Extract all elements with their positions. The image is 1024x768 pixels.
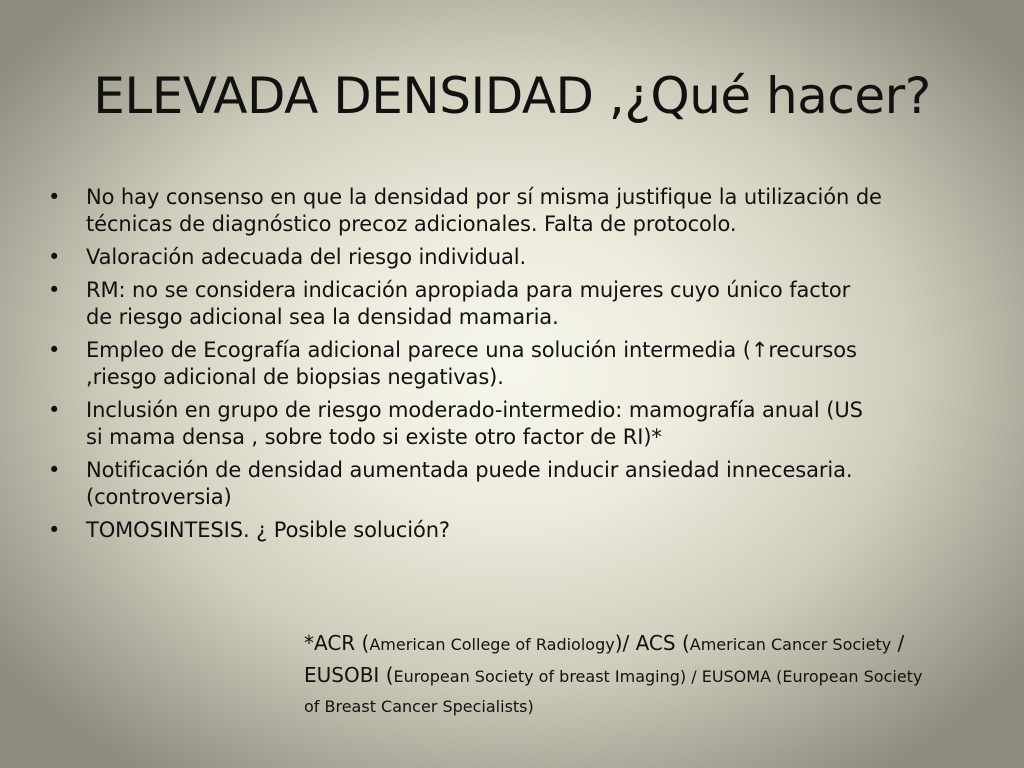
bullet-marker: • (48, 458, 61, 482)
slide-title: ELEVADA DENSIDAD ,¿Qué hacer? (93, 67, 931, 125)
bullet-text-line: Empleo de Ecografía adicional parece una solución intermedia (↑recursos (86, 338, 857, 362)
footnote-acs-abbr: )/ ACS ( (614, 631, 690, 655)
list-item (48, 517, 978, 544)
bullet-text-line: Valoración adecuada del riesgo individual. (86, 245, 527, 269)
bullet-list (48, 184, 978, 550)
footnote-separator: / (891, 631, 905, 655)
footnote-acr-abbr: *ACR ( (304, 631, 370, 655)
bullet-text-line: de riesgo adicional sea la densidad mamaria. (86, 305, 559, 329)
bullet-marker: • (48, 338, 61, 362)
bullet-text-line: No hay consenso en que la densidad por sí misma justifique la utilización de (86, 185, 882, 209)
list-item (48, 397, 978, 451)
bullet-text-line: TOMOSINTESIS. ¿ Posible solución? (86, 518, 450, 542)
footnote-eusobi-full: European Society of breast Imaging) / EUSOMA (European Society (393, 667, 923, 686)
bullet-marker: • (48, 245, 61, 269)
bullet-text-line: si mama densa , sobre todo si existe otro factor de RI)* (86, 425, 662, 449)
footnote-line3: of Breast Cancer Specialists) (304, 697, 534, 716)
bullet-marker: • (48, 518, 61, 542)
list-item (48, 277, 978, 331)
list-item (48, 184, 978, 238)
bullet-text-line: (controversia) (86, 485, 232, 509)
bullet-text-line: técnicas de diagnóstico precoz adicionales. Falta de protocolo. (86, 212, 737, 236)
list-item (48, 244, 978, 271)
bullet-text-line: ,riesgo adicional de biopsias negativas). (86, 365, 504, 389)
bullet-marker: • (48, 398, 61, 422)
footnote (304, 628, 1004, 722)
footnote-acr-full: American College of Radiology (369, 635, 615, 654)
bullet-text-line: RM: no se considera indicación apropiada para mujeres cuyo único factor (86, 278, 851, 302)
bullet-text-line: Inclusión en grupo de riesgo moderado-intermedio: mamografía anual (US (86, 398, 863, 422)
bullet-text-line: Notificación de densidad aumentada puede inducir ansiedad innecesaria. (86, 458, 853, 482)
list-item (48, 457, 978, 511)
bullet-marker: • (48, 278, 61, 302)
bullet-marker: • (48, 185, 61, 209)
list-item (48, 337, 978, 391)
footnote-eusobi-abbr: EUSOBI ( (304, 663, 394, 687)
footnote-acs-full: American Cancer Society (689, 635, 892, 654)
